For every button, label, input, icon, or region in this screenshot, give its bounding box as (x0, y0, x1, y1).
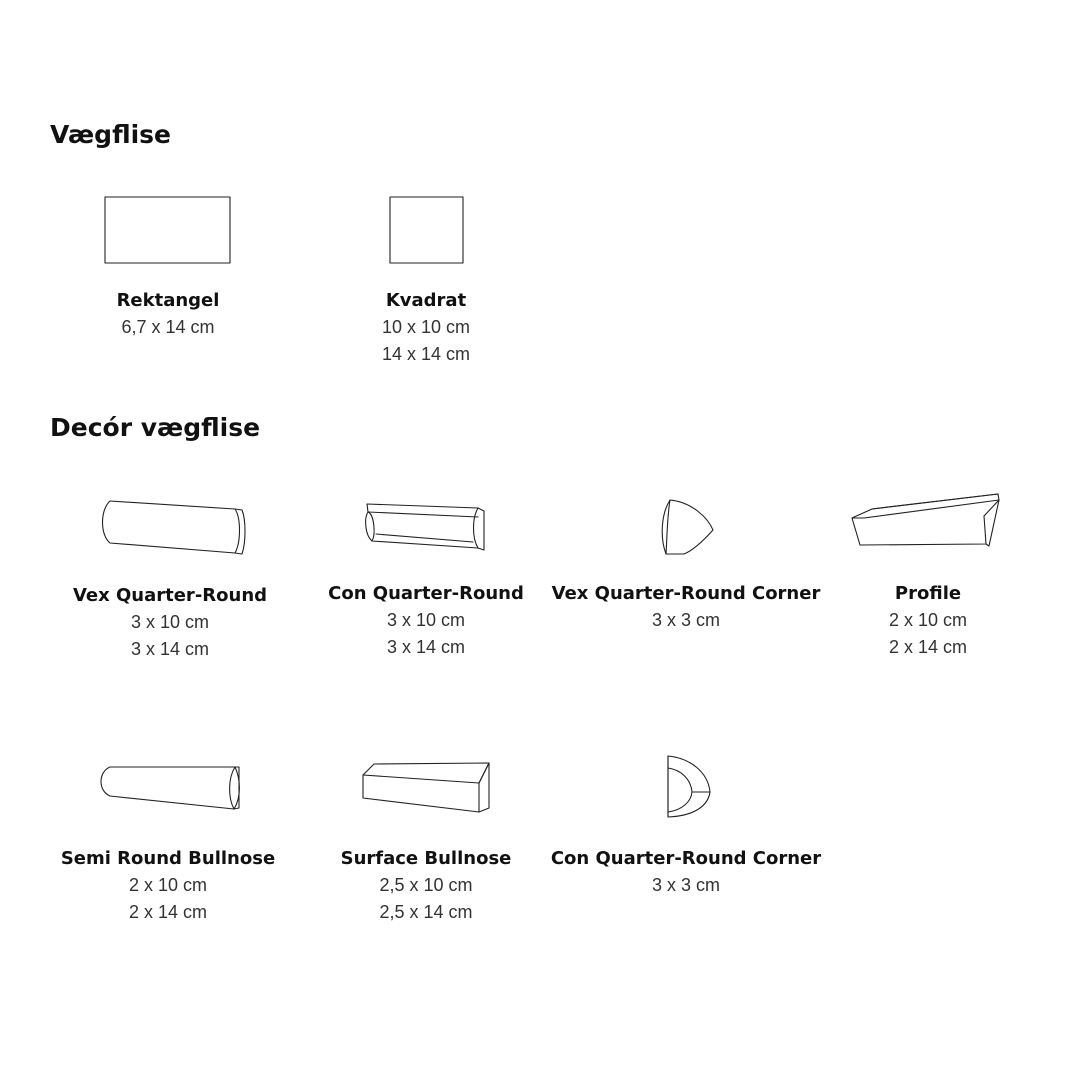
tile-name: Vex Quarter-Round Corner (551, 583, 821, 604)
tile-name: Surface Bullnose (340, 848, 512, 869)
tile-size: 2 x 14 cm (888, 636, 968, 657)
tile-name: Con Quarter-Round (328, 583, 524, 604)
tile-name: Profile (894, 583, 962, 604)
section-title-vaegflise: Vægflise (50, 120, 172, 149)
tile-size: 2 x 10 cm (888, 610, 968, 630)
tile-size: 3 x 10 cm (130, 612, 210, 632)
square-tile-icon (286, 190, 566, 270)
tile-name: Semi Round Bullnose (60, 848, 276, 869)
tile-size: 3 x 10 cm (386, 610, 466, 630)
tile-size: 6,7 x 14 cm (121, 317, 215, 337)
vex-quarter-round-icon (30, 490, 310, 570)
tile-size: 3 x 14 cm (386, 636, 466, 657)
tile-size: 2,5 x 14 cm (379, 901, 473, 922)
rectangle-tile-icon (28, 190, 308, 270)
tile-size: 2 x 14 cm (128, 901, 208, 922)
tile-name: Vex Quarter-Round (72, 585, 268, 606)
semi-round-bullnose-icon (28, 750, 308, 830)
tile-size: 2,5 x 10 cm (379, 875, 473, 895)
tile-size: 14 x 14 cm (381, 343, 471, 364)
con-quarter-round-corner-icon (546, 750, 826, 830)
surface-bullnose-icon (286, 750, 566, 830)
tile-name: Rektangel (116, 290, 220, 311)
con-quarter-round-icon (286, 490, 566, 570)
tile-name: Kvadrat (385, 290, 467, 311)
tile-name: Con Quarter-Round Corner (550, 848, 822, 869)
tile-size: 10 x 10 cm (381, 317, 471, 337)
profile-icon (788, 490, 1068, 570)
vex-quarter-round-corner-icon (546, 490, 826, 570)
section-title-decor-vaegflise: Decór vægflise (50, 413, 261, 442)
tile-size: 2 x 10 cm (128, 875, 208, 895)
tile-size: 3 x 3 cm (651, 875, 721, 895)
tile-size: 3 x 14 cm (130, 638, 210, 659)
tile-size: 3 x 3 cm (651, 610, 721, 630)
